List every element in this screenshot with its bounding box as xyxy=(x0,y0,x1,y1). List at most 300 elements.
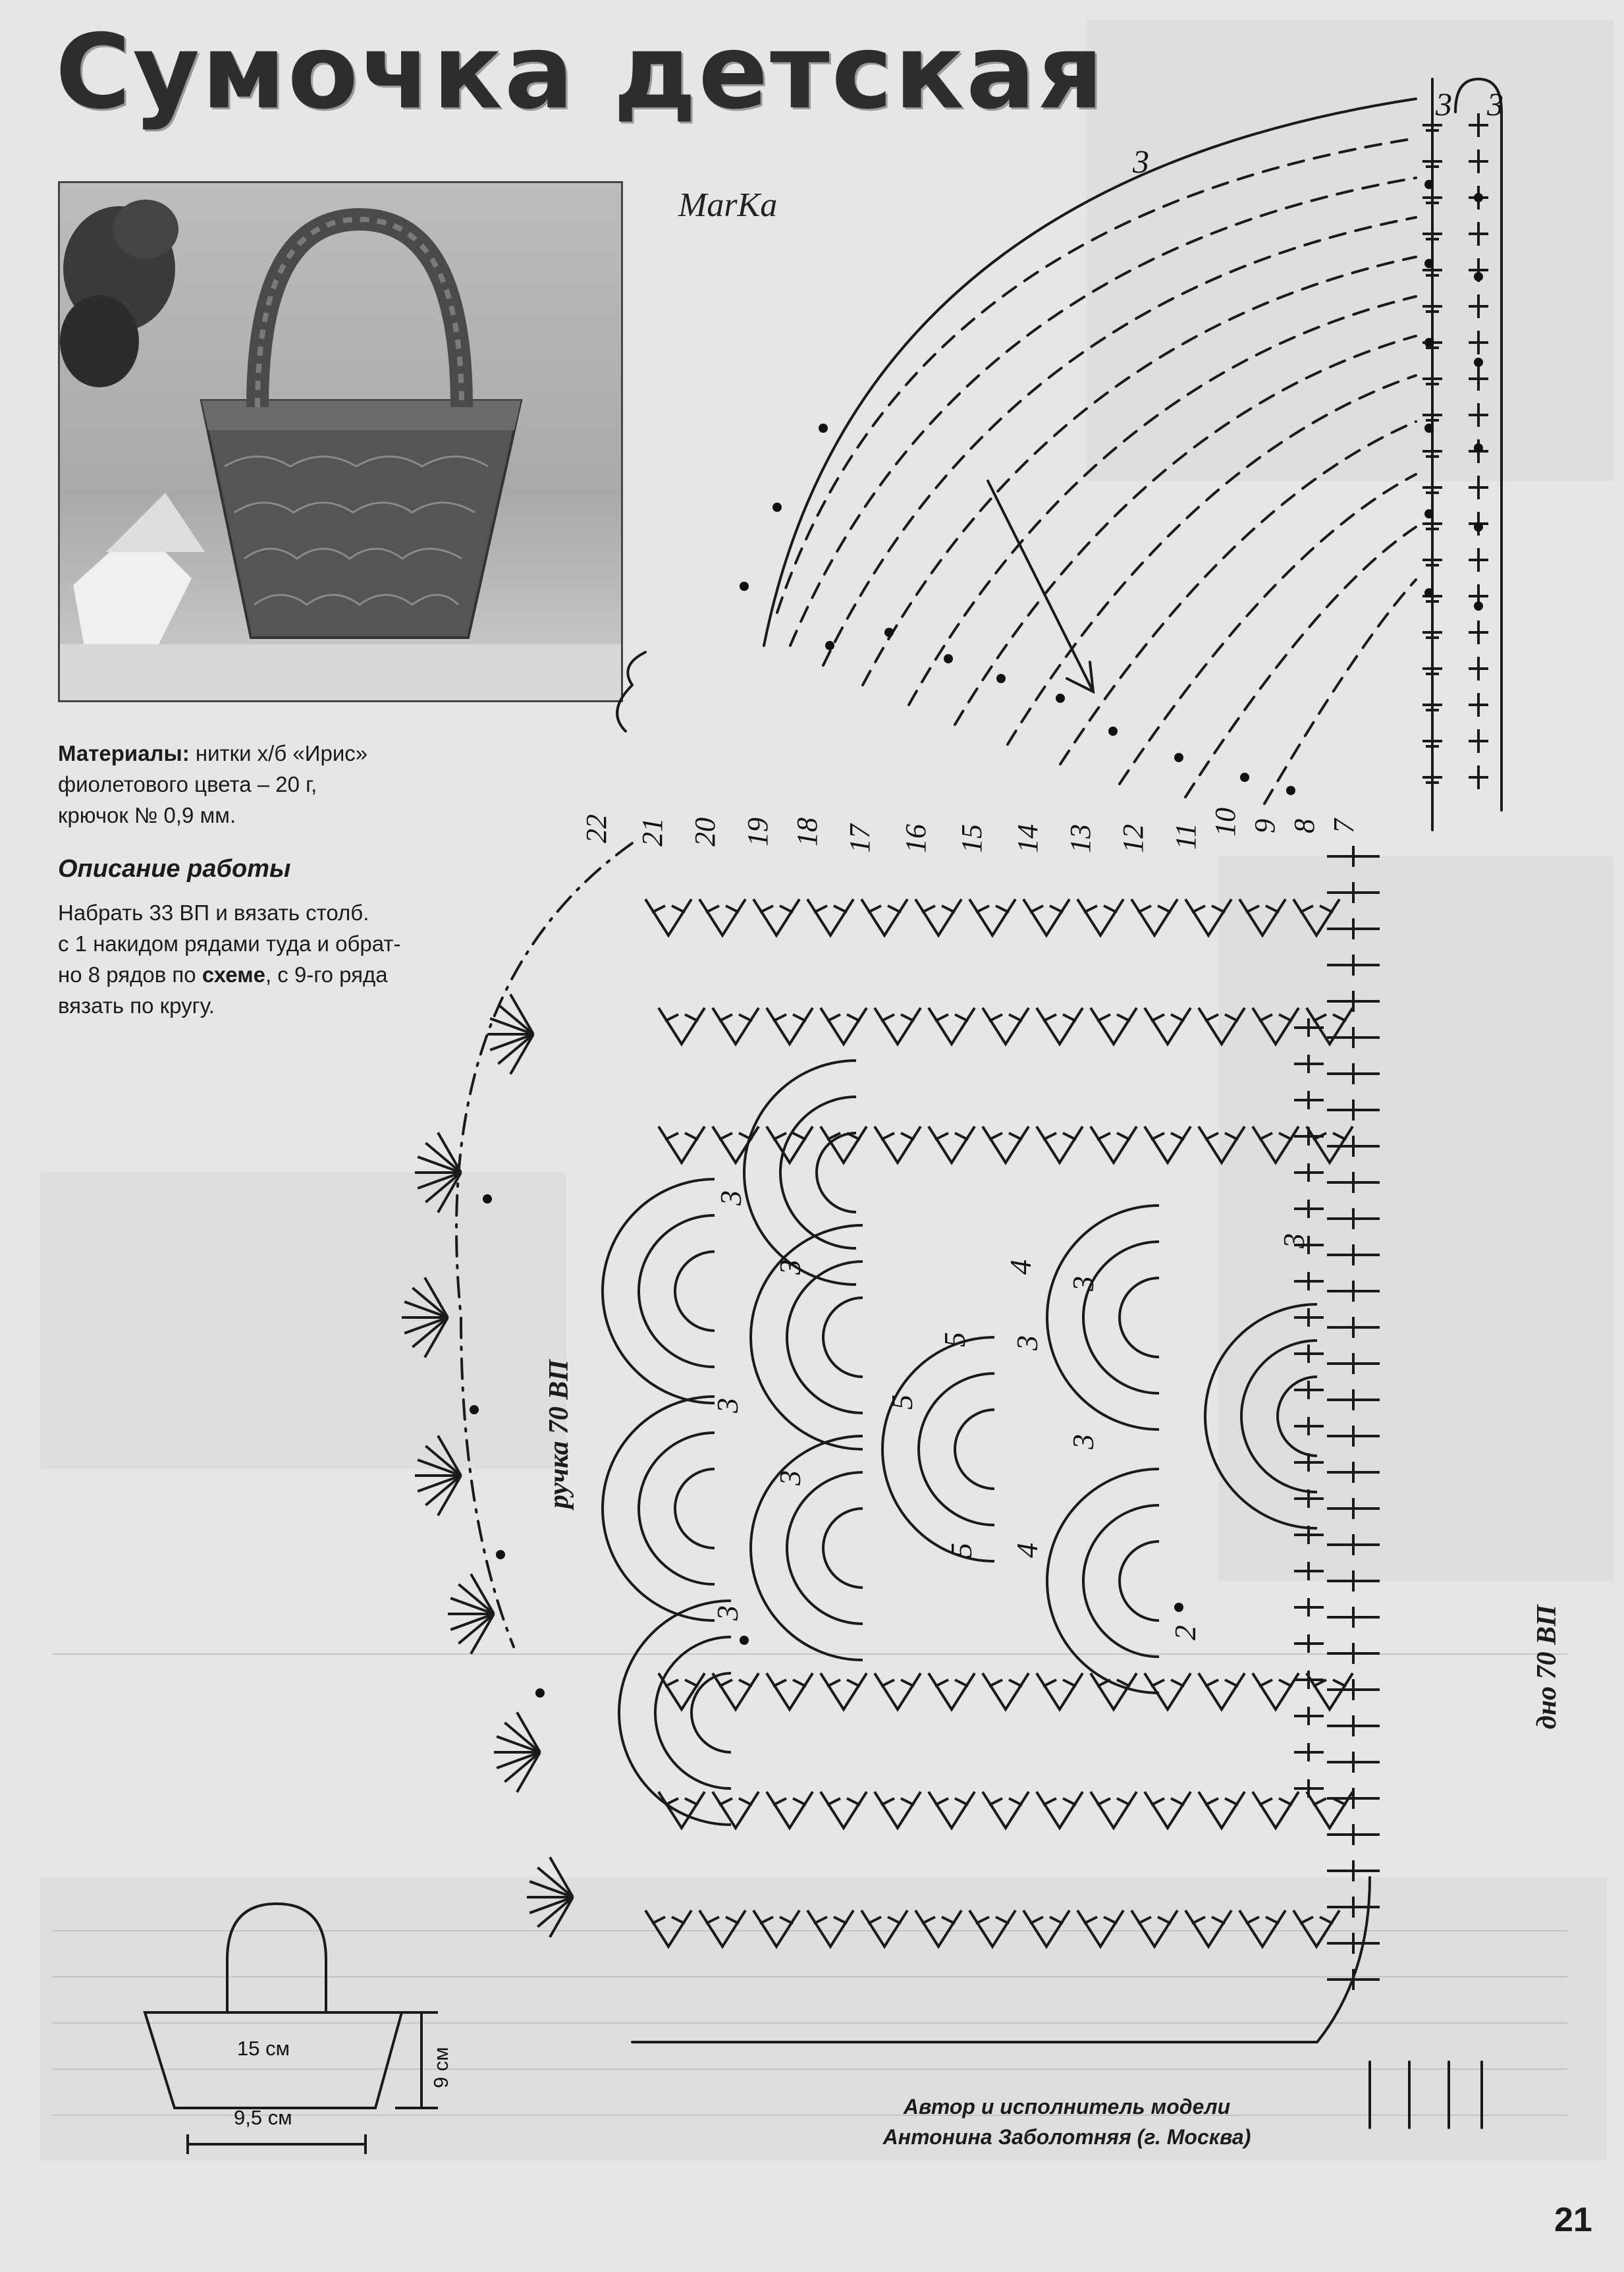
v-stitch-bar xyxy=(1043,1798,1076,1805)
v-stitch-bar xyxy=(1097,1798,1130,1805)
stitch-symbol xyxy=(1294,1707,1324,1725)
stitch-symbol xyxy=(1294,1562,1324,1580)
v-stitch-bar xyxy=(652,906,685,912)
handle-fan-stitch xyxy=(504,1723,540,1752)
v-stitch xyxy=(659,1126,705,1163)
v-stitch-bar xyxy=(989,1014,1022,1021)
v-stitch-bar xyxy=(1300,1917,1333,1924)
v-stitch-bar xyxy=(1084,1917,1117,1924)
stitch-dot xyxy=(1424,180,1434,189)
v-stitch xyxy=(645,1910,691,1947)
v-stitch-bar xyxy=(1205,1014,1238,1021)
column-mark: 3 xyxy=(1487,86,1503,123)
description-line-2: с 1 накидом рядами туда и обрат- xyxy=(58,931,401,956)
stitch-dot xyxy=(1474,601,1483,611)
v-stitch xyxy=(1253,1008,1299,1044)
stitch-symbol xyxy=(1294,1308,1324,1327)
v-stitch xyxy=(699,899,745,935)
stitch-symbol xyxy=(1327,1570,1380,1592)
handle-fan-stitch xyxy=(537,1868,573,1897)
v-stitch-bar xyxy=(922,906,955,912)
stitch-symbol xyxy=(1327,1715,1380,1736)
v-stitch xyxy=(821,1008,867,1044)
v-stitch-bar xyxy=(922,1917,955,1924)
fan-scallop xyxy=(603,1179,715,1403)
v-stitch-bar xyxy=(706,906,739,912)
v-stitch xyxy=(1091,1673,1137,1709)
v-stitch xyxy=(1253,1126,1299,1163)
stitch-symbol xyxy=(1327,1317,1380,1338)
row-number: 17 xyxy=(844,824,876,853)
v-stitch xyxy=(1239,1910,1286,1947)
v-stitch-bar xyxy=(1259,1798,1292,1805)
stitch-symbol xyxy=(1327,1860,1380,1881)
stitch-dot xyxy=(1174,753,1183,762)
fan-number: 3 xyxy=(711,1398,744,1413)
v-stitch xyxy=(875,1792,921,1828)
stitch-dot xyxy=(740,1636,749,1645)
stitch-symbol xyxy=(1469,113,1488,137)
description-line-1: Набрать 33 ВП и вязать столб. xyxy=(58,900,369,925)
v-stitch xyxy=(1023,1910,1069,1947)
v-stitch-bar xyxy=(665,1680,698,1686)
description-scheme-word: схеме xyxy=(202,962,265,987)
v-stitch xyxy=(1185,899,1232,935)
v-stitch-bar xyxy=(1043,1014,1076,1021)
fan-number: 3 xyxy=(773,1470,807,1485)
description-line-4: вязать по кругу. xyxy=(58,993,215,1018)
v-stitch xyxy=(1199,1673,1245,1709)
row-number: 19 xyxy=(742,817,774,846)
v-stitch xyxy=(875,1126,921,1163)
stitch-symbol xyxy=(1422,186,1442,209)
stitch-dot xyxy=(825,641,834,650)
stitch-symbol xyxy=(1294,1272,1324,1290)
stitch-symbol xyxy=(1327,1933,1380,1954)
v-stitch xyxy=(983,1792,1029,1828)
author-name: Антонина Заболотняя (г. Москва) xyxy=(882,2125,1251,2149)
stitch-symbol xyxy=(1327,1172,1380,1193)
column-mark: 3 xyxy=(1436,86,1452,123)
v-stitch-bar xyxy=(1259,1014,1292,1021)
v-stitch xyxy=(767,1673,813,1709)
v-stitch xyxy=(1253,1792,1299,1828)
handle-fan-stitch xyxy=(425,1446,461,1476)
fan-number: 3 xyxy=(1010,1335,1044,1350)
v-stitch xyxy=(1145,1792,1191,1828)
v-stitch xyxy=(929,1008,975,1044)
bag-outline xyxy=(145,2012,402,2108)
stitch-symbol xyxy=(1327,1063,1380,1084)
stitch-symbol xyxy=(1422,548,1442,572)
stitch-symbol xyxy=(1469,294,1488,318)
fan-scallop xyxy=(1047,1469,1159,1693)
fan-number: 4 xyxy=(1004,1260,1037,1275)
fan-scallop xyxy=(955,1410,994,1489)
v-stitch-bar xyxy=(976,906,1009,912)
v-stitch xyxy=(1037,1008,1083,1044)
v-stitch-bar xyxy=(827,1798,860,1805)
row-number: 18 xyxy=(791,817,823,846)
handle-fan-stitch xyxy=(504,1752,540,1782)
stitch-dot xyxy=(1474,522,1483,532)
fan-scallop xyxy=(744,1061,856,1285)
stitch-symbol xyxy=(1469,657,1488,680)
stitch-dot xyxy=(884,628,894,637)
v-stitch xyxy=(713,1673,759,1709)
v-stitch-bar xyxy=(1300,906,1333,912)
stitch-symbol xyxy=(1422,439,1442,463)
stitch-symbol xyxy=(1327,1643,1380,1664)
fan-scallop xyxy=(619,1601,731,1825)
stitch-symbol xyxy=(1327,955,1380,976)
v-stitch-bar xyxy=(1313,1014,1346,1021)
v-stitch xyxy=(969,899,1015,935)
fan-scallop xyxy=(1205,1304,1317,1528)
stitch-dot xyxy=(496,1550,505,1559)
v-stitch xyxy=(983,1673,1029,1709)
stitch-symbol xyxy=(1469,621,1488,644)
row-number: 10 xyxy=(1209,808,1241,837)
fan-scallop xyxy=(1120,1541,1159,1621)
stitch-symbol xyxy=(1422,367,1442,391)
v-stitch xyxy=(875,1673,921,1709)
v-stitch xyxy=(1077,899,1123,935)
stitch-symbol xyxy=(1327,1389,1380,1410)
v-stitch-bar xyxy=(1030,906,1063,912)
row-number: 9 xyxy=(1249,819,1281,833)
fan-scallop xyxy=(882,1337,994,1561)
materials-color: фиолетового цвета – 20 г, xyxy=(58,772,317,796)
stitch-symbol xyxy=(1469,150,1488,173)
arc-row xyxy=(790,178,1416,646)
stitch-dot xyxy=(1474,272,1483,281)
arc-row xyxy=(1120,474,1416,784)
v-stitch xyxy=(645,899,691,935)
v-stitch xyxy=(1037,1126,1083,1163)
v-stitch xyxy=(1145,1008,1191,1044)
row-number: 7 xyxy=(1328,819,1360,833)
v-stitch-bar xyxy=(881,1680,914,1686)
stitch-symbol xyxy=(1422,765,1442,789)
v-stitch xyxy=(1293,1910,1340,1947)
stitch-symbol xyxy=(1469,331,1488,354)
v-stitch xyxy=(969,1910,1015,1947)
stitch-dot xyxy=(1474,443,1483,453)
materials-yarn: нитки х/б «Ирис» xyxy=(195,741,368,765)
v-stitch xyxy=(875,1008,921,1044)
stitch-symbol xyxy=(1469,548,1488,572)
v-stitch xyxy=(1131,899,1177,935)
stitch-symbol xyxy=(1327,1208,1380,1229)
stitch-dot xyxy=(944,654,953,663)
v-stitch-bar xyxy=(652,1917,685,1924)
arc-mark: 3 xyxy=(1133,143,1149,180)
fan-scallop xyxy=(639,1433,715,1584)
v-stitch xyxy=(767,1126,813,1163)
fan-number: 3 xyxy=(714,1190,747,1205)
fan-number: 3 xyxy=(1066,1276,1100,1291)
stitch-symbol xyxy=(1422,621,1442,644)
v-stitch-bar xyxy=(665,1798,698,1805)
stitch-dot xyxy=(1056,694,1065,703)
stitch-symbol xyxy=(1327,1244,1380,1265)
stitch-symbol xyxy=(1469,367,1488,391)
v-stitch xyxy=(807,899,853,935)
v-stitch-bar xyxy=(665,1133,698,1140)
v-stitch-bar xyxy=(1205,1680,1238,1686)
handle-fan-stitch xyxy=(458,1614,494,1644)
v-stitch-bar xyxy=(1259,1680,1292,1686)
stitch-symbol xyxy=(1327,1353,1380,1374)
arc-row xyxy=(1264,580,1416,804)
stitch-symbol xyxy=(1469,222,1488,246)
stitch-dot xyxy=(772,503,782,512)
stitch-symbol xyxy=(1327,1281,1380,1302)
author-credit xyxy=(836,2092,1297,2152)
fan-number: 5 xyxy=(885,1395,919,1410)
fan-number: 3 xyxy=(1277,1233,1311,1248)
v-stitch-bar xyxy=(1151,1798,1184,1805)
stitch-symbol xyxy=(1422,657,1442,680)
stitch-dot xyxy=(1424,259,1434,268)
stitch-symbol xyxy=(1327,1969,1380,1990)
bag-height: 9 см xyxy=(429,2047,452,2088)
v-stitch-bar xyxy=(1246,906,1279,912)
v-stitch xyxy=(915,899,961,935)
stitch-symbol xyxy=(1327,1607,1380,1628)
v-stitch-bar xyxy=(760,1917,793,1924)
fan-scallop xyxy=(603,1397,715,1621)
brand-signature: MarKa xyxy=(678,186,778,224)
v-stitch xyxy=(1091,1008,1137,1044)
stitch-symbol xyxy=(1327,882,1380,903)
stitch-dot xyxy=(1424,509,1434,518)
stitch-symbol xyxy=(1327,1462,1380,1483)
v-stitch-bar xyxy=(814,1917,847,1924)
v-stitch xyxy=(1023,899,1069,935)
fan-scallop xyxy=(675,1252,715,1331)
v-stitch xyxy=(767,1008,813,1044)
stitch-symbol xyxy=(1469,476,1488,499)
stitch-dot xyxy=(1424,588,1434,597)
v-stitch xyxy=(1091,1792,1137,1828)
row-number: 15 xyxy=(956,824,988,853)
handle-fan-stitch xyxy=(498,1034,533,1064)
v-stitch-bar xyxy=(719,1133,752,1140)
stitch-dot xyxy=(1424,338,1434,347)
v-stitch xyxy=(1037,1792,1083,1828)
bottom-right-stubs xyxy=(1370,2062,1482,2128)
v-stitch xyxy=(1199,1792,1245,1828)
fan-numbers xyxy=(711,1190,1311,1640)
v-stitch-bar xyxy=(935,1014,968,1021)
v-stitch xyxy=(753,899,799,935)
v-stitch-bar xyxy=(665,1014,698,1021)
stitch-symbol xyxy=(1327,1897,1380,1918)
stitch-symbol xyxy=(1327,1426,1380,1447)
v-stitch-bar xyxy=(935,1133,968,1140)
v-stitch-bar xyxy=(1138,1917,1171,1924)
v-stitch-bar xyxy=(719,1680,752,1686)
stitch-symbol xyxy=(1422,403,1442,427)
row-number: 14 xyxy=(1012,824,1044,853)
v-stitch xyxy=(1199,1008,1245,1044)
stitch-dot xyxy=(1474,193,1483,202)
v-stitch xyxy=(861,899,907,935)
v-stitch xyxy=(1185,1910,1232,1947)
v-stitch-bar xyxy=(1097,1014,1130,1021)
stitch-symbol xyxy=(1294,1163,1324,1182)
description-line-3-post: , с 9-го ряда xyxy=(265,962,388,987)
stitch-symbol xyxy=(1294,1344,1324,1363)
row-number: 12 xyxy=(1117,824,1149,853)
fan-scallop xyxy=(787,1472,863,1624)
fan-scallop xyxy=(1120,1278,1159,1357)
stitch-symbol xyxy=(1327,1498,1380,1519)
fan-number: 5 xyxy=(944,1543,978,1558)
stitch-symbol xyxy=(1294,1091,1324,1109)
bottom-row-curve xyxy=(1317,1877,1370,2042)
v-stitch xyxy=(767,1792,813,1828)
stitch-symbol xyxy=(1327,918,1380,939)
v-stitch-bar xyxy=(706,1917,739,1924)
fan-number: 3 xyxy=(1066,1434,1100,1449)
fan-scallop xyxy=(919,1373,994,1525)
row-numbers xyxy=(580,808,1360,853)
left-scallop xyxy=(617,652,645,731)
stitch-symbol xyxy=(1327,1752,1380,1773)
row-number: 20 xyxy=(689,817,721,846)
v-stitch xyxy=(821,1792,867,1828)
v-stitch xyxy=(929,1673,975,1709)
v-stitch-bar xyxy=(1151,1133,1184,1140)
v-stitch-bar xyxy=(868,906,901,912)
stitch-symbol xyxy=(1327,1679,1380,1700)
v-stitch xyxy=(1253,1673,1299,1709)
handle-fan-stitch xyxy=(458,1584,494,1614)
handle-fan-stitch xyxy=(425,1476,461,1505)
materials-label: Материалы: xyxy=(58,741,190,765)
handle-fan-stitch xyxy=(425,1143,461,1173)
stitch-symbol xyxy=(1294,1417,1324,1435)
v-stitch xyxy=(1199,1126,1245,1163)
fan-scallop xyxy=(751,1436,863,1660)
handle-fan-stitch xyxy=(498,1005,533,1034)
arc-row xyxy=(823,217,1416,665)
v-stitch xyxy=(753,1910,799,1947)
bottom-label: дно 70 ВП xyxy=(1532,1605,1562,1729)
v-stitch xyxy=(1077,1910,1123,1947)
fan-scallop xyxy=(639,1215,715,1367)
stitch-dot xyxy=(1286,786,1295,795)
v-stitch xyxy=(983,1008,1029,1044)
row-number: 16 xyxy=(900,824,932,853)
stitch-symbol xyxy=(1294,1381,1324,1399)
v-stitch xyxy=(929,1126,975,1163)
fan-scallop xyxy=(817,1133,856,1212)
v-stitch-bar xyxy=(1151,1680,1184,1686)
v-stitch xyxy=(983,1126,1029,1163)
stitch-symbol xyxy=(1327,846,1380,867)
v-stitch xyxy=(659,1008,705,1044)
stitch-dot xyxy=(535,1688,545,1698)
bag-top-width: 15 см xyxy=(237,2037,290,2060)
bag-handle xyxy=(227,1904,326,2012)
stitch-symbol xyxy=(1469,729,1488,753)
stitch-symbol xyxy=(1327,1534,1380,1555)
v-stitch xyxy=(915,1910,961,1947)
direction-arrow xyxy=(988,481,1093,692)
handle-fan-stitch xyxy=(425,1173,461,1202)
v-stitch xyxy=(659,1792,705,1828)
v-stitch-bar xyxy=(1192,1917,1225,1924)
v-stitch-bar xyxy=(881,1014,914,1021)
arc-row xyxy=(1185,527,1416,797)
v-stitch-bar xyxy=(1192,906,1225,912)
materials-hook: крючок № 0,9 мм. xyxy=(58,803,236,827)
v-stitch-bar xyxy=(760,906,793,912)
v-stitch-bar xyxy=(1138,906,1171,912)
stitch-symbol xyxy=(1294,1634,1324,1653)
v-stitch xyxy=(1145,1126,1191,1163)
v-stitch-bar xyxy=(989,1798,1022,1805)
fan-number: 3 xyxy=(773,1260,807,1275)
v-stitch-bar xyxy=(1043,1133,1076,1140)
stitch-symbol xyxy=(1422,150,1442,173)
v-stitch xyxy=(1145,1673,1191,1709)
stitch-dot xyxy=(819,424,828,433)
stitch-symbol xyxy=(1469,765,1488,789)
v-stitch xyxy=(807,1910,853,1947)
fan-scallop xyxy=(675,1469,715,1548)
v-stitch-bar xyxy=(989,1680,1022,1686)
v-stitch-bar xyxy=(1205,1133,1238,1140)
row-number: 8 xyxy=(1288,819,1320,833)
v-stitch-bar xyxy=(719,1014,752,1021)
v-stitch xyxy=(1239,899,1286,935)
stitch-dot xyxy=(1240,773,1249,782)
v-stitch-bar xyxy=(719,1798,752,1805)
v-stitch-bar xyxy=(1030,1917,1063,1924)
fan-scallop xyxy=(823,1298,863,1377)
stitch-dot xyxy=(483,1194,492,1204)
v-stitch-bar xyxy=(773,1680,806,1686)
page-number: 21 xyxy=(1554,2201,1592,2239)
v-stitch-bar xyxy=(827,1014,860,1021)
handle-chain xyxy=(456,843,632,1647)
handle-fan-stitch xyxy=(412,1317,448,1347)
author-role: Автор и исполнитель модели xyxy=(903,2095,1231,2119)
v-stitch-bar xyxy=(935,1680,968,1686)
row-number: 13 xyxy=(1064,824,1096,853)
v-stitch-bar xyxy=(881,1798,914,1805)
stitch-symbol xyxy=(1469,403,1488,427)
stitch-dot xyxy=(1174,1603,1183,1612)
v-stitch-bar xyxy=(1313,1133,1346,1140)
v-stitch xyxy=(1037,1673,1083,1709)
stitch-symbol xyxy=(1327,1099,1380,1121)
row-number: 21 xyxy=(636,817,668,846)
handle-label: ручка 70 ВП xyxy=(544,1359,574,1509)
v-stitch xyxy=(713,1792,759,1828)
stitch-dot xyxy=(470,1405,479,1414)
handle-fan-stitch xyxy=(537,1897,573,1927)
fan-scallop xyxy=(823,1509,863,1588)
arc-row xyxy=(1008,375,1416,744)
v-stitch-bar xyxy=(976,1917,1009,1924)
v-stitch-bar xyxy=(773,1014,806,1021)
